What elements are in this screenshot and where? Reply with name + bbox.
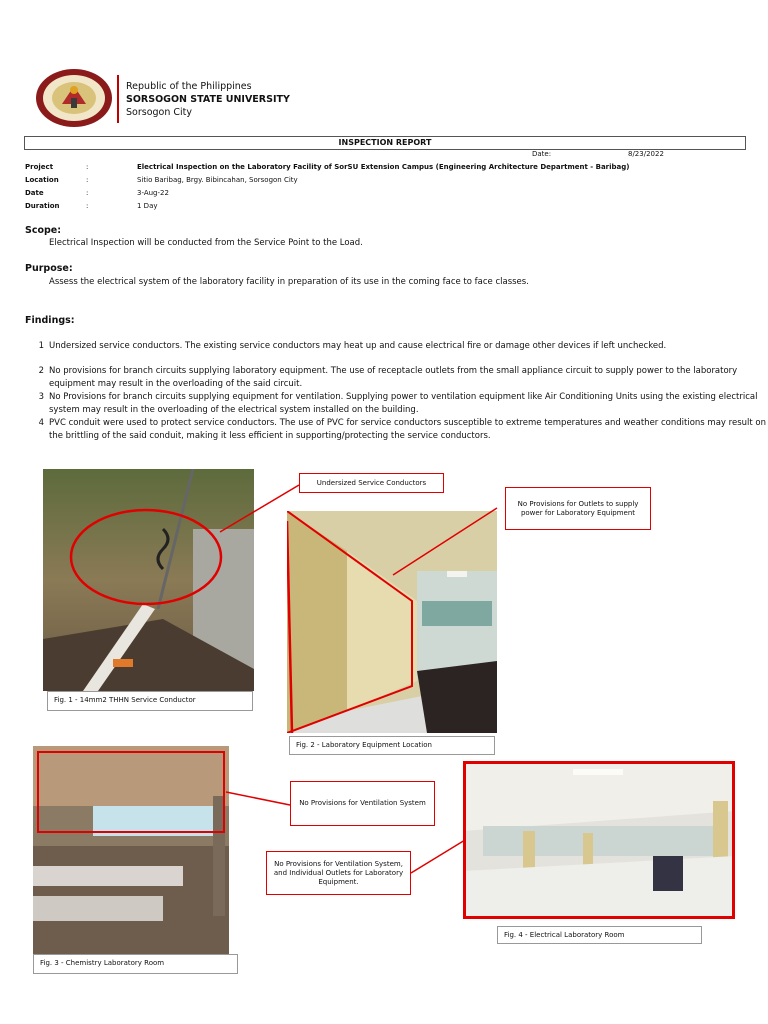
report-title: INSPECTION REPORT bbox=[24, 136, 746, 150]
report-date-value: 8/23/2022 bbox=[628, 150, 664, 158]
fig4-caption: Fig. 4 - Electrical Laboratory Room bbox=[497, 926, 702, 944]
fig1-caption: Fig. 1 - 14mm2 THHN Service Conductor bbox=[47, 691, 253, 711]
purpose-text: Assess the electrical system of the laboratory facility in preparation of its use in the coming face to face classes. bbox=[49, 277, 529, 287]
header-university: SORSOGON STATE UNIVERSITY bbox=[126, 94, 290, 105]
finding-text: Undersized service conductors. The existing service conductors may heat up and cause electrical fire or damage other devices if left unchecked. bbox=[49, 341, 667, 351]
scope-heading: Scope: bbox=[25, 225, 62, 236]
finding-number: 3 bbox=[38, 392, 44, 402]
findings-heading: Findings: bbox=[25, 315, 75, 326]
meta-duration-sep: : bbox=[86, 202, 89, 210]
meta-date-value: 3-Aug-22 bbox=[137, 189, 169, 197]
finding-number: 4 bbox=[38, 418, 44, 428]
finding-number: 2 bbox=[38, 366, 44, 376]
meta-project-value: Electrical Inspection on the Laboratory Facility of SorSU Extension Campus (Engineering Architecture Department - Baribag) bbox=[137, 163, 630, 171]
callout-no-ventilation: No Provisions for Ventilation System bbox=[290, 781, 435, 826]
finding-text: No Provisions for branch circuits supplying equipment for ventilation. Supplying power to ventilation equipment like Air Conditioning Units using the existing electrical system may result in the overloading of the electrical system installed on the building. bbox=[49, 392, 758, 415]
meta-project-label: Project bbox=[25, 163, 54, 171]
meta-duration-label: Duration bbox=[25, 202, 60, 210]
header-city: Sorsogon City bbox=[126, 107, 193, 118]
purpose-heading: Purpose: bbox=[25, 263, 73, 274]
meta-location-value: Sitio Baribag, Brgy. Bibincahan, Sorsogon City bbox=[137, 176, 298, 184]
meta-date-label: Date bbox=[25, 189, 44, 197]
callout-no-ventilation-outlets: No Provisions for Ventilation System, and Individual Outlets for Laboratory Equipment. bbox=[266, 851, 411, 895]
fig3-caption: Fig. 3 - Chemistry Laboratory Room bbox=[33, 954, 238, 974]
finding-text: PVC conduit were used to protect service conductors. The use of PVC for service conductors susceptible to extreme temperatures and weather conditions may result on the brittling of the said conduit, making it less efficient in supporting/protecting the service conductors. bbox=[49, 418, 766, 441]
meta-duration-value: 1 Day bbox=[137, 202, 158, 210]
finding-text: No provisions for branch circuits supplying laboratory equipment. The use of receptacle outlets from the small appliance circuit to supply power to the laboratory equipment may result in the overloading of the said circuit. bbox=[49, 366, 738, 389]
meta-date-sep: : bbox=[86, 189, 89, 197]
meta-project-sep: : bbox=[86, 163, 89, 171]
meta-location-label: Location bbox=[25, 176, 59, 184]
fig2-caption: Fig. 2 - Laboratory Equipment Location bbox=[289, 736, 495, 755]
header-republic: Republic of the Philippines bbox=[126, 81, 252, 92]
meta-location-sep: : bbox=[86, 176, 89, 184]
report-date-label: Date: bbox=[532, 150, 552, 158]
finding-number: 1 bbox=[38, 341, 44, 351]
callout-undersized-conductors: Undersized Service Conductors bbox=[299, 473, 444, 493]
scope-text: Electrical Inspection will be conducted from the Service Point to the Load. bbox=[49, 238, 363, 248]
callout-no-outlets: No Provisions for Outlets to supply power for Laboratory Equipment bbox=[505, 487, 651, 530]
